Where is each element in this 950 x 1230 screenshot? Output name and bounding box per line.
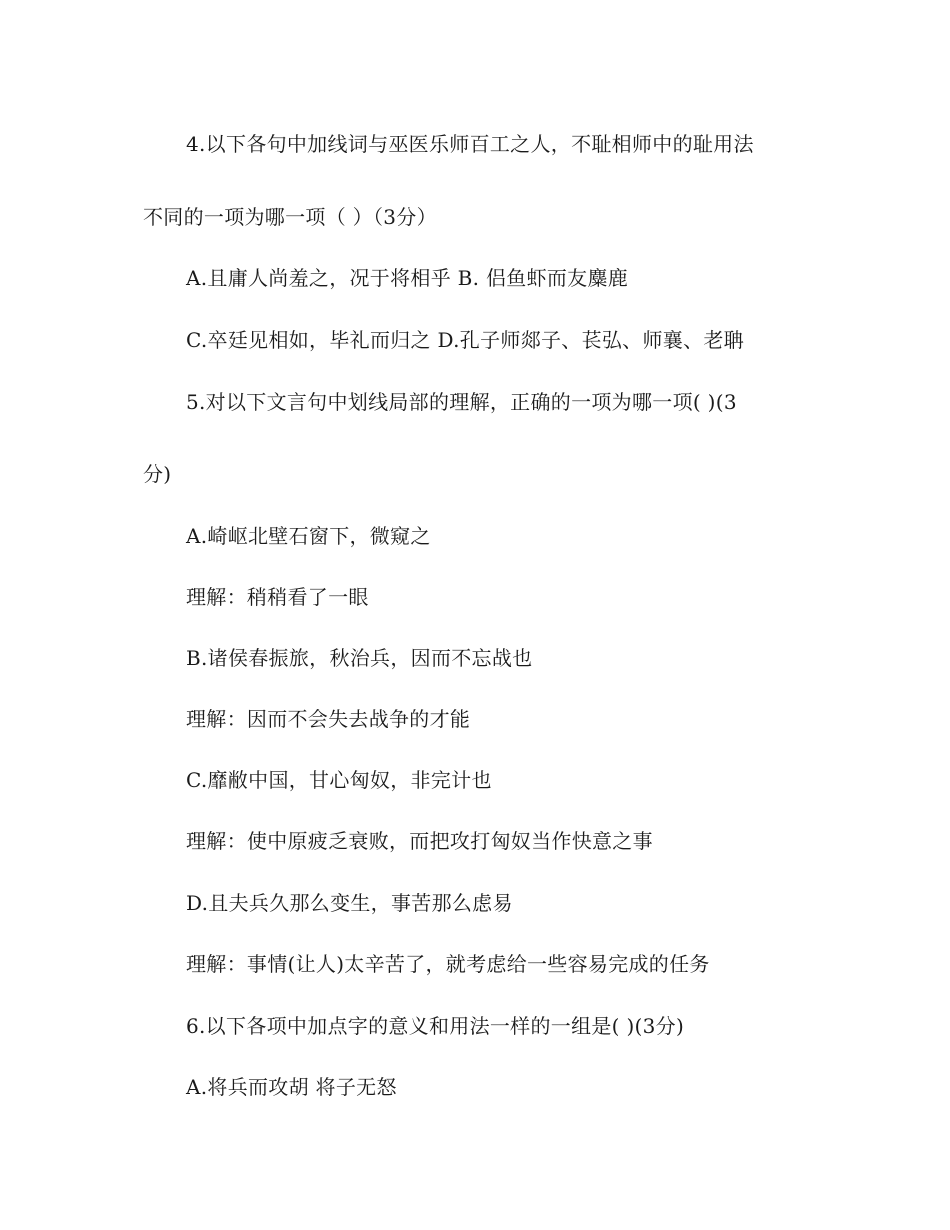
question-5-option-c: C.靡敝中国，甘心匈奴，非完计也 [186, 768, 492, 792]
question-5-option-c-explanation: 理解：使中原疲乏衰败，而把攻打匈奴当作快意之事 [186, 829, 653, 853]
question-4-stem-line-1: 4.以下各句中加线词与巫医乐师百工之人，不耻相师中的耻用法 [186, 132, 754, 156]
question-5-stem-line-1: 5.对以下文言句中划线局部的理解，正确的一项为哪一项( )(3 [186, 390, 737, 414]
question-5-stem-line-2: 分) [143, 462, 172, 486]
question-5-option-a-explanation: 理解：稍稍看了一眼 [186, 585, 369, 609]
question-6-option-a: A.将兵而攻胡 将子无怒 [186, 1075, 397, 1099]
question-5-option-d-explanation: 理解：事情(让人)太辛苦了，就考虑给一些容易完成的任务 [186, 952, 710, 976]
question-6-stem: 6.以下各项中加点字的意义和用法一样的一组是( )(3分) [186, 1014, 685, 1038]
question-5-option-b: B.诸侯春振旅，秋治兵，因而不忘战也 [186, 646, 533, 670]
question-4-options-ab: A.且庸人尚羞之，况于将相乎 B. 侣鱼虾而友麋鹿 [186, 266, 629, 290]
question-4-options-cd: C.卒廷见相如，毕礼而归之 D.孔子师郯子、苌弘、师襄、老聃 [186, 328, 744, 352]
question-4-stem-line-2: 不同的一项为哪一项（ ）（3分） [143, 205, 437, 229]
question-5-option-b-explanation: 理解：因而不会失去战争的才能 [186, 707, 471, 731]
question-5-option-d: D.且夫兵久那么变生，事苦那么虑易 [186, 891, 513, 915]
question-5-option-a: A.崎岖北壁石窗下，微窥之 [186, 524, 431, 548]
